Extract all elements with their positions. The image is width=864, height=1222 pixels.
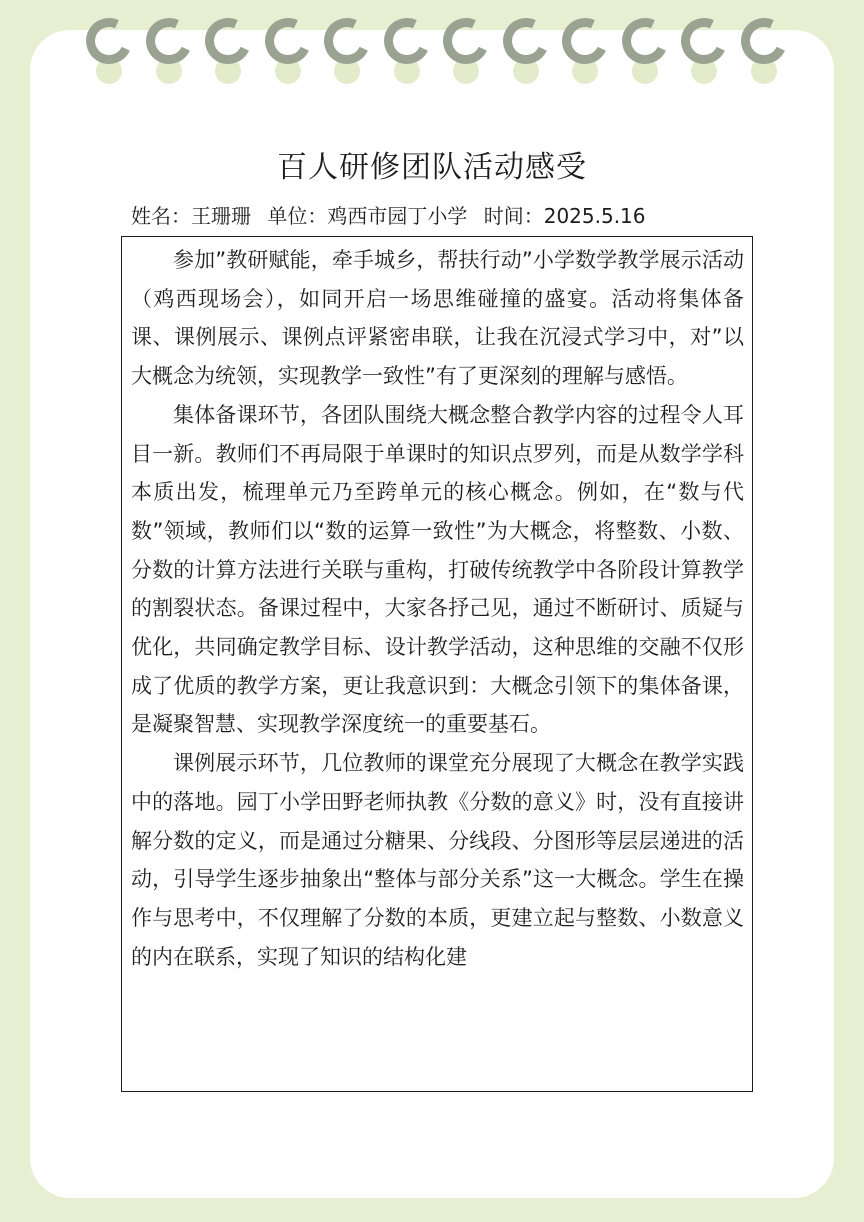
paragraph-2: 集体备课环节，各团队围绕大概念整合教学内容的过程令人耳目一新。教师们不再局限于单课时的知识点罗列，而是从数学学科本质出发，梳理单元乃至跨单元的核心概念。例如，在“数与代数”领域，教师们以“数的运算一致性”为大概念，将整数、小数、分数的计算方法进行关联与重构，打破传统教学中各阶段计算教学的割裂状态。备课过程中，大家各抒己见，通过不断研讨、质疑与优化，共同确定教学目标、设计教学活动，这种思维的交融不仅形成了优质的教学方案，更让我意识到：大概念引领下的集体备课，是凝聚智慧、实现教学深度统一的重要基石。 xyxy=(131,402,744,737)
author-info-line xyxy=(131,200,656,229)
document-date: 时间：2025.5.16 xyxy=(483,204,646,228)
author-unit: 单位：鸡西市园丁小学 xyxy=(267,204,468,228)
author-name: 姓名：王珊珊 xyxy=(131,204,251,228)
paragraph-1: 参加”教研赋能，牵手城乡，帮扶行动”小学数学教学展示活动（鸡西现场会），如同开启一场思维碰撞的盛宴。活动将集体备课、课例展示、课例点评紧密串联，让我在沉浸式学习中，对”以大概念为统领，实现教学一致性”有了更深刻的理解与感悟。 xyxy=(131,248,744,389)
document-title: 百人研修团队活动感受 xyxy=(277,150,587,185)
essay-body xyxy=(121,236,753,1092)
paragraph-3: 课例展示环节，几位教师的课堂充分展现了大概念在教学实践中的落地。园丁小学田野老师执教《分数的意义》时，没有直接讲解分数的定义，而是通过分糖果、分线段、分图形等层层递进的活动，引导学生逐步抽象出“整体与部分关系”这一大概念。学生在操作与思考中，不仅理解了分数的本质，更建立起与整数、小数意义的内在联系，实现了知识的结构化建 xyxy=(131,751,744,969)
